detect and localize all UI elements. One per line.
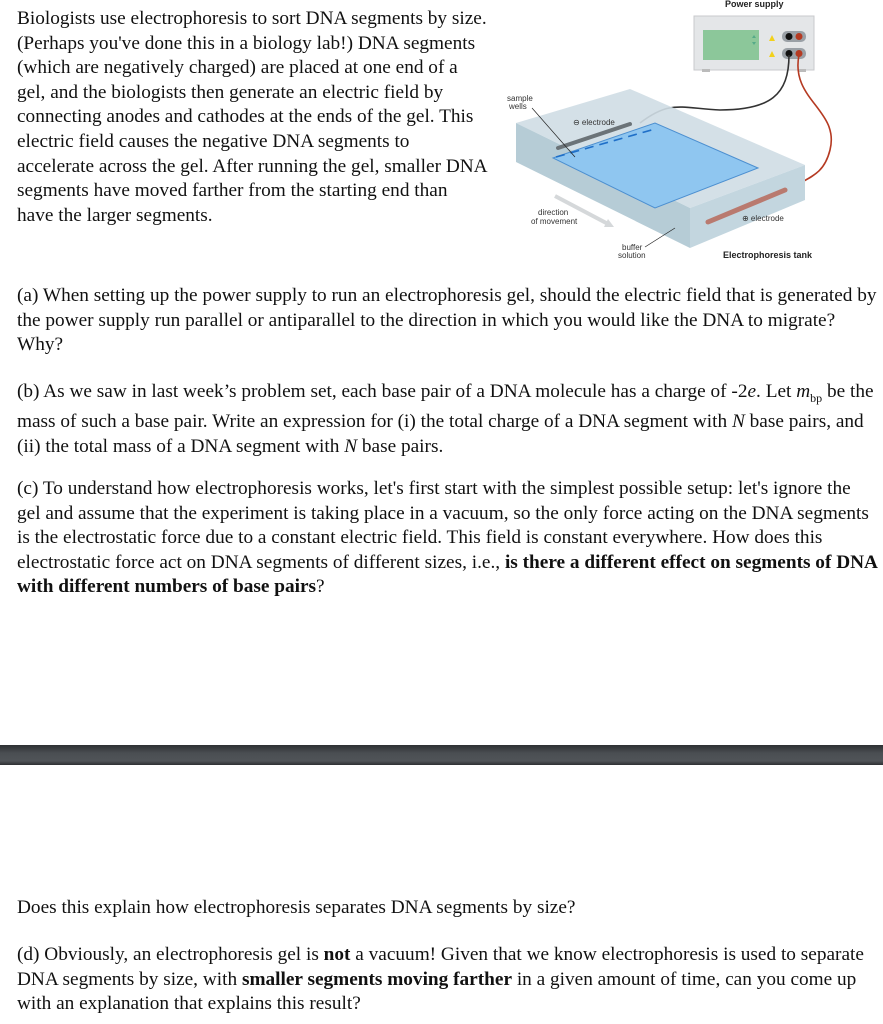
question-a: (a) When setting up the power supply to run an electrophoresis gel, should the electric field that is generated by the power supply run parallel or antiparallel to the direction in which you would like the DNA to migrate? Why?: [17, 285, 877, 356]
electrophoresis-diagram: [480, 0, 883, 270]
question-d: (d) Obviously, an electrophoresis gel is not a vacuum! Given that we know electrophoresis is used to separate DNA segments by size, with smaller segments moving farther in a given amount of time, can you come up with an explanation that explains this result?: [17, 944, 864, 1015]
positive-wire: [798, 55, 831, 182]
follow-up-question: Does this explain how electrophoresis separates DNA segments by size?: [17, 897, 576, 918]
question-c: (c) To understand how electrophoresis works, let's first start with the simplest possible setup: let's ignore the gel and assume that the experiment is taking place in a vacuum, so the only force acting on the DNA segments is the electrostatic force due to a constant electric field. This field is constant everywhere. How does this electrostatic force act on DNA segments of different sizes, i.e., is there a different effect on segments of DNA with different numbers of base pairs?: [17, 478, 877, 598]
buffer-solution-label: buffer: [622, 243, 643, 252]
power-supply: [694, 16, 814, 72]
positive-electrode-label: ⊕ electrode: [742, 214, 784, 223]
sample-wells-label: sample: [507, 94, 533, 103]
negative-electrode-label: ⊖ electrode: [573, 118, 615, 127]
svg-text:wells: wells: [509, 102, 527, 111]
power-supply-label: Power supply: [725, 0, 784, 9]
intro-paragraph: Biologists use electrophoresis to sort DNA segments by size. (Perhaps you've done this in a biology lab!) DNA segments (which are negatively charged) are placed at one end of a gel, and the biologists then generate an electric field by connecting anodes and cathodes at the ends of the gel. This electric field causes the negative DNA segments to accelerate across the gel. After running the gel, smaller DNA segments have moved farther from the starting end than have the larger segments.: [17, 8, 487, 226]
tank-label: Electrophoresis tank: [723, 250, 813, 260]
page-separator: [0, 745, 883, 765]
question-b: (b) As we saw in last week’s problem set, each base pair of a DNA molecule has a charge of -2e. Let $m_{bp}$ be the mass of such a base pair. Write an expression for (i) the total charge of a DNA segment with N base pairs, and (ii) the total mass of a DNA segment with N base pairs.: [17, 381, 874, 458]
svg-text:of movement: of movement: [531, 217, 578, 226]
svg-text:solution: solution: [618, 251, 646, 260]
direction-label: direction: [538, 208, 569, 217]
